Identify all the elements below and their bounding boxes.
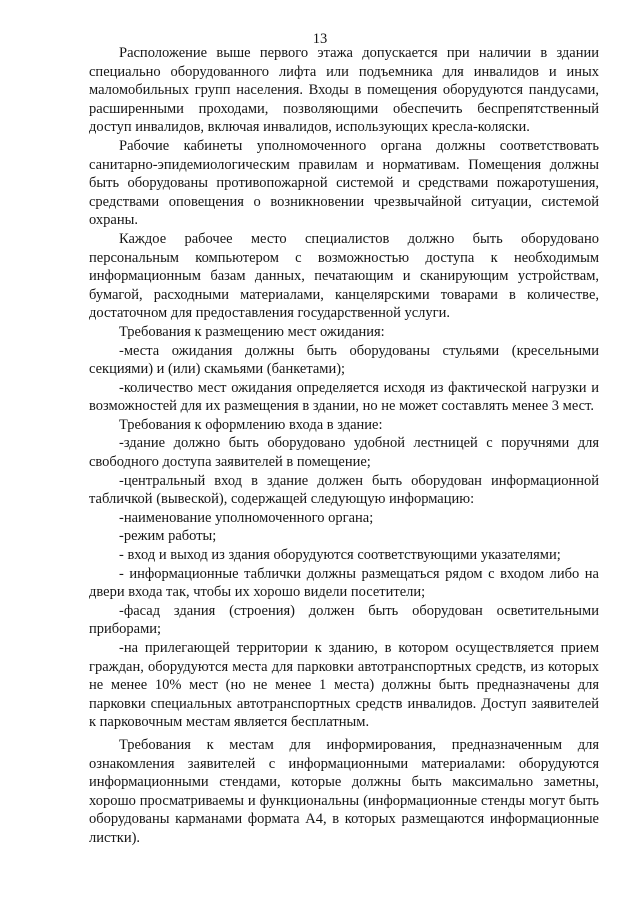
paragraph-waiting-seating: -места ожидания должны быть оборудованы стульями (кресельными секциями) и (или) скамьями (банкетами); — [89, 342, 599, 378]
paragraph-floor-location: Расположение выше первого этажа допускается при наличии в здании специально оборудованного лифта или подъемника для инвалидов и иных маломобильных групп населения. Входы в помещения оборудуются пандусами, расширенными проходами, позволяющими обеспечить беспрепятственный доступ инвалидов, включая инвалидов, использующих кресла-коляски. — [89, 45, 599, 136]
paragraph-office-requirements: Рабочие кабинеты уполномоченного органа должны соответствовать санитарно-эпидемиологическим правилам и нормативам. Помещения должны быть оборудованы противопожарной системой и средствами пожаротушения, средствами оповещения о возникновении чрезвычайной ситуации, системой охраны. — [89, 137, 599, 229]
paragraph-entrance-staircase: -здание должно быть оборудовано удобной лестницей с поручнями для свободного доступа заявителей в помещение; — [89, 435, 599, 471]
paragraph-facade-lighting: -фасад здания (строения) должен быть оборудован осветительными приборами; — [89, 602, 599, 638]
paragraph-entrance-heading: Требования к оформлению входа в здание: — [119, 416, 383, 433]
paragraph-entry-exit-signs: - вход и выход из здания оборудуются соответствующими указателями; — [119, 547, 561, 564]
paragraph-info-plates: - информационные таблички должны размещаться рядом с входом либо на двери входа так, чтобы их хорошо видели посетители; — [89, 565, 599, 601]
document-body — [89, 44, 599, 848]
paragraph-waiting-count: -количество мест ожидания определяется исходя из фактической нагрузки и возможностей для их размещения в здании, но не может составлять менее 3 мест. — [89, 379, 599, 415]
paragraph-workplace-equipment: Каждое рабочее место специалистов должно быть оборудовано персональным компьютером с возможностью доступа к необходимым информационным базам данных, печатающим и сканирующим устройствам, бумагой, расходными материалами, канцелярскими товарами в количестве, достаточном для предоставления государственной услуги. — [89, 230, 599, 322]
paragraph-parking: -на прилегающей территории к зданию, в котором осуществляется прием граждан, оборудуются места для парковки автотранспортных средств, из которых не менее 10% мест (но не менее 1 места) должны быть предназначены для парковки специальных автотранспортных средств инвалидов. Доступ заявителей к парковочным местам является бесплатным. — [89, 640, 599, 731]
paragraph-entrance-signboard: -центральный вход в здание должен быть оборудован информационной табличкой (вывеской), содержащей следующую информацию: — [89, 472, 599, 508]
page-number: 13 — [312, 31, 328, 47]
paragraph-info-stands: Требования к местам для информирования, предназначенным для ознакомления заявителей с информационными материалами: оборудуются информационными стендами, которые должны быть максимально заметны, хорошо просматриваемы и функциональны (информационные стенды могут быть оборудованы карманами формата А4, в которых размещаются информационные листки). — [89, 736, 599, 846]
paragraph-signboard-hours: -режим работы; — [119, 528, 217, 545]
paragraph-waiting-area-heading: Требования к размещению мест ожидания: — [119, 323, 385, 340]
paragraph-signboard-name: -наименование уполномоченного органа; — [119, 509, 374, 526]
